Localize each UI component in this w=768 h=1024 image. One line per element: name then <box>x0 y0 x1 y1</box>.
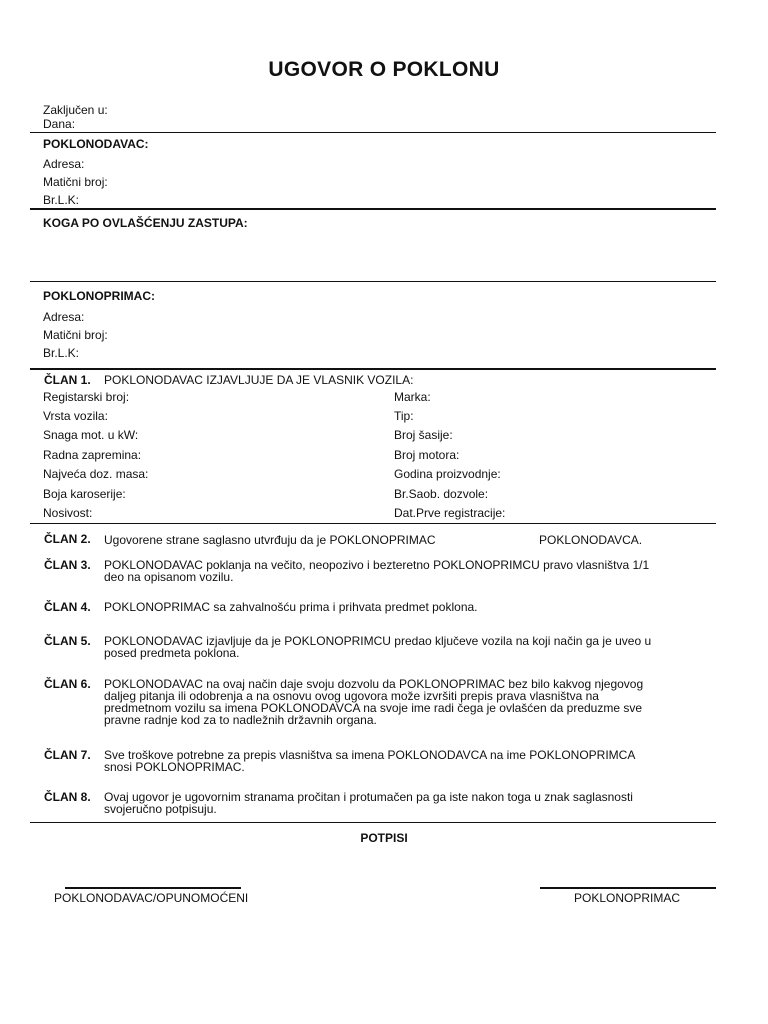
divider <box>30 208 716 210</box>
clan6-line: pravne radnje kod za to nadležnih državnih organa. <box>104 713 377 727</box>
dana-label: Dana: <box>43 117 76 131</box>
vehicle-field-label: Najveća doz. masa: <box>43 467 149 481</box>
clan7-number: ČLAN 7. <box>44 748 91 762</box>
poklonodavac-maticni: Matični broj: <box>43 175 108 189</box>
signature-line-poklonodavac <box>65 887 241 889</box>
vehicle-field-label: Snaga mot. u kW: <box>43 428 139 442</box>
clan3-text <box>104 559 684 583</box>
vehicle-field-label: Boja karoserije: <box>43 487 126 501</box>
divider <box>30 368 716 370</box>
poklonoprimac-heading: POKLONOPRIMAC: <box>43 289 155 303</box>
clan4-number: ČLAN 4. <box>44 600 91 614</box>
clan2-tail: POKLONODAVCA. <box>539 533 643 547</box>
clan5-number: ČLAN 5. <box>44 634 91 648</box>
clan4-text <box>104 601 684 613</box>
divider <box>30 523 716 524</box>
clan1-number: ČLAN 1. <box>44 373 91 387</box>
clan8-number: ČLAN 8. <box>44 790 91 804</box>
vehicle-field-label: Nosivost: <box>43 506 93 520</box>
poklonoprimac-adresa: Adresa: <box>43 310 85 324</box>
clan7-line: snosi POKLONOPRIMAC. <box>104 760 245 774</box>
clan8-line: Ovaj ugovor je ugovornim stranama pročitan i protumačen pa ga iste nakon toga u znak saglasnosti <box>104 790 633 804</box>
vehicle-field-label: Vrsta vozila: <box>43 409 108 423</box>
clan6-text <box>104 678 684 726</box>
vehicle-field-label: Broj motora: <box>394 448 460 462</box>
poklonodavac-brlk: Br.L.K: <box>43 193 80 207</box>
zakljucen-label: Zaključen u: <box>43 103 108 117</box>
clan3-number: ČLAN 3. <box>44 558 91 572</box>
vehicle-field-label: Godina proizvodnje: <box>394 467 501 481</box>
vehicle-field-label: Dat.Prve registracije: <box>394 506 506 520</box>
vehicle-field-label: Registarski broj: <box>43 390 130 404</box>
vehicle-field-label: Tip: <box>394 409 414 423</box>
clan7-text <box>104 749 684 773</box>
poklonodavac-heading: POKLONODAVAC: <box>43 137 149 151</box>
vehicle-field-label: Marka: <box>394 390 431 404</box>
signature-line-poklonoprimac <box>540 887 716 889</box>
divider <box>30 822 716 823</box>
potpisi-heading: POTPISI <box>360 831 408 845</box>
vehicle-field-label: Broj šasije: <box>394 428 453 442</box>
poklonoprimac-brlk: Br.L.K: <box>43 346 80 360</box>
signature-label-poklonoprimac: POKLONOPRIMAC <box>574 891 681 905</box>
document-title: UGOVOR O POKLONU <box>268 58 500 81</box>
clan5-line: POKLONODAVAC izjavljuje da je POKLONOPRIMCU predao ključeve vozila na koji način ga je uveo u <box>104 634 652 648</box>
clan8-text <box>104 791 684 815</box>
poklonoprimac-maticni: Matični broj: <box>43 328 108 342</box>
clan1-text: POKLONODAVAC IZJAVLJUJE DA JE VLASNIK VOZILA: <box>104 373 414 387</box>
divider <box>30 281 716 282</box>
clan3-line: POKLONODAVAC poklanja na večito, neopozivo i bezteretno POKLONOPRIMCU pravo vlasništva 1/1 <box>104 558 650 572</box>
clan2-text: Ugovorene strane saglasno utvrđuju da je POKLONOPRIMAC <box>104 533 436 547</box>
clan5-text <box>104 635 684 659</box>
clan2-number: ČLAN 2. <box>44 532 91 546</box>
vehicle-field-label: Radna zapremina: <box>43 448 142 462</box>
clan7-line: Sve troškove potrebne za prepis vlasništva sa imena POKLONODAVCA na ime POKLONOPRIMCA <box>104 748 636 762</box>
clan6-line: daljeg pitanja ili odobrenja a na osnovu ovog ugovora može izvršiti prepis prava vlasništva na <box>104 689 599 703</box>
signature-label-poklonodavac: POKLONODAVAC/OPUNOMOĆENI <box>54 891 249 905</box>
zastupa-heading: KOGA PO OVLAŠĆENJU ZASTUPA: <box>43 216 248 230</box>
clan6-line: predmetnom vozilu sa imena POKLONODAVCA na svoje ime radi čega je ovlašćen da preduzme sve <box>104 701 643 715</box>
clan3-line: deo na opisanom vozilu. <box>104 570 234 584</box>
clan5-line: posed predmeta poklona. <box>104 646 240 660</box>
divider <box>30 132 716 133</box>
clan8-line: svojeručno potpisuju. <box>104 802 217 816</box>
clan6-number: ČLAN 6. <box>44 677 91 691</box>
clan4-line: POKLONOPRIMAC sa zahvalnošću prima i prihvata predmet poklona. <box>104 600 478 614</box>
clan6-line: POKLONODAVAC na ovaj način daje svoju dozvolu da POKLONOPRIMAC bez bilo kakvog njegovog <box>104 677 644 691</box>
vehicle-field-label: Br.Saob. dozvole: <box>394 487 489 501</box>
poklonodavac-adresa: Adresa: <box>43 157 85 171</box>
